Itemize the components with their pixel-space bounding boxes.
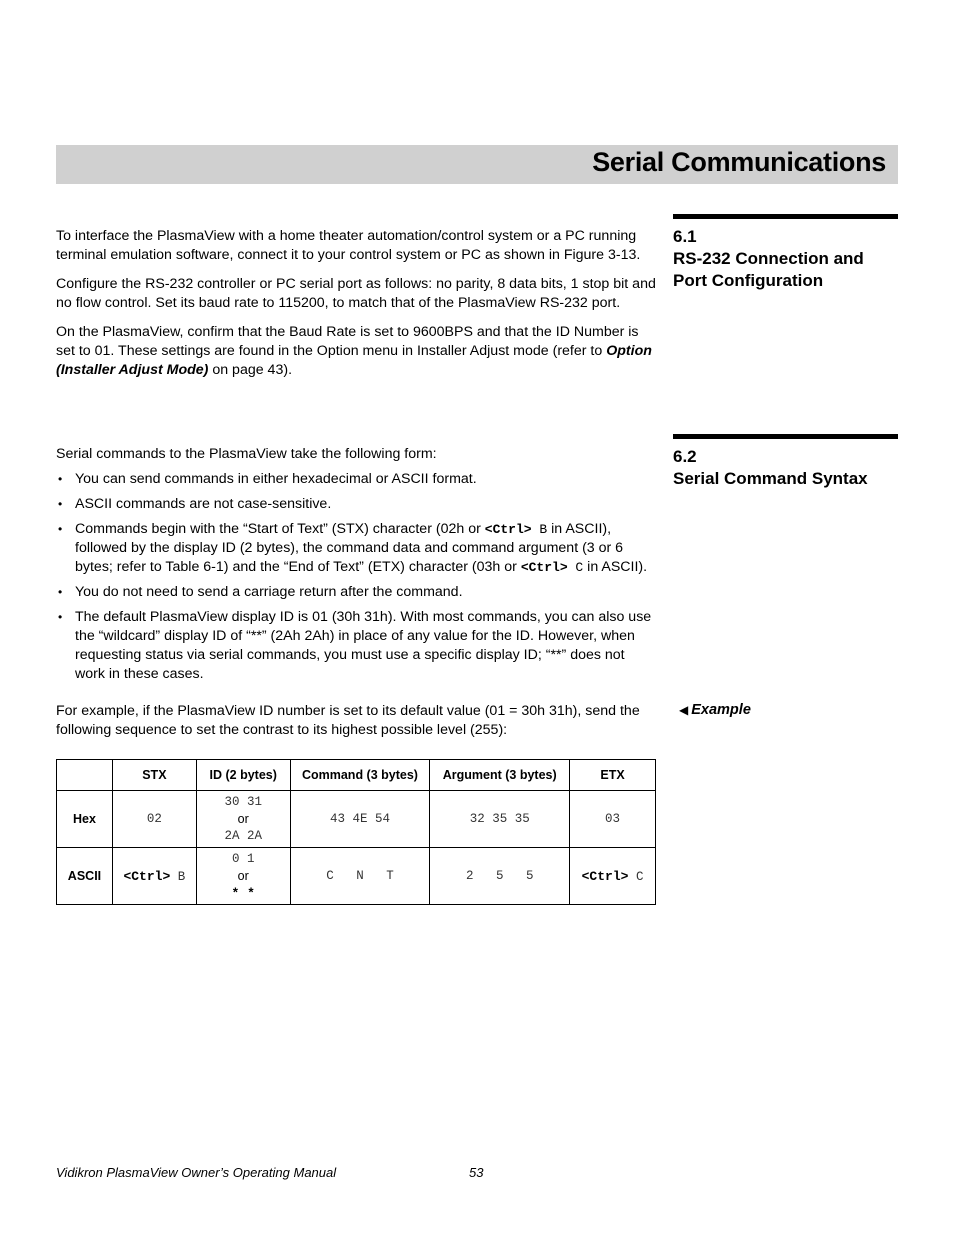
ctrl-key: <Ctrl>	[520, 560, 568, 575]
option-menu-reference: Option (Installer Adjust Mode)	[56, 343, 652, 378]
section-6-1-heading	[673, 214, 898, 292]
bullet-text: in ASCII).	[583, 559, 648, 575]
table-cell: 2 5 5	[430, 848, 570, 905]
example-label-text: Example	[691, 702, 751, 718]
table-cell	[112, 848, 196, 905]
table-header-cell: STX	[112, 760, 196, 791]
example-paragraph	[56, 702, 656, 740]
ctrl-key: <Ctrl>	[123, 868, 171, 884]
bullet-text: Commands begin with the “Start of Text” (STX) character (02h or	[75, 521, 485, 537]
table-cell: C N T	[290, 848, 430, 905]
table-header-cell: Argument (3 bytes)	[430, 760, 570, 791]
list-item: • You do not need to send a carriage return after the command.	[56, 583, 656, 602]
section-6-2-number: 6.2	[673, 447, 697, 466]
ctrl-key: <Ctrl>	[581, 868, 629, 884]
row-label: Hex	[57, 791, 113, 848]
or-label: or	[237, 868, 249, 883]
paragraph-confirm	[56, 323, 656, 380]
footer-manual-title: Vidikron PlasmaView Owner’s Operating Manual	[56, 1165, 337, 1180]
syntax-intro: Serial commands to the PlasmaView take the following form:	[56, 446, 437, 462]
id-value: * *	[231, 885, 255, 901]
ctrl-b-code	[485, 522, 547, 537]
table-cell: 43 4E 54	[290, 791, 430, 848]
section-6-2-title: Serial Command Syntax	[673, 469, 868, 488]
bullet-text: in ASCII), followed by the display ID (2 bytes), the command data and command argument (3 or 6 bytes; refer to Table 6-1) and the “End of Text” (ETX) character (03h or	[75, 521, 624, 575]
table-header-row	[57, 760, 656, 791]
ctrl-key: <Ctrl>	[484, 522, 532, 537]
table-header-cell: ETX	[570, 760, 656, 791]
paragraph-configure: Configure the RS-232 controller or PC serial port as follows: no parity, 8 data bits, 1 stop bit and no flow control. Set its baud rate to 115200, to match that of the PlasmaView RS-232 port.	[56, 276, 656, 311]
key-letter: B	[170, 869, 186, 884]
chapter-title: Serial Communications	[592, 147, 886, 177]
chapter-header-bar	[56, 145, 898, 184]
section-6-1-body	[56, 227, 656, 380]
paragraph-confirm-text: On the PlasmaView, confirm that the Baud Rate is set to 9600BPS and that the ID Number is set to 01. These settings are found in the Option menu in Installer Adjust mode (refer to	[56, 324, 639, 359]
or-label: or	[237, 811, 249, 826]
table-cell	[570, 848, 656, 905]
table-cell	[196, 791, 290, 848]
footer-page-number: 53	[469, 1165, 484, 1180]
table-row	[57, 848, 656, 905]
row-label: ASCII	[57, 848, 113, 905]
table-header-cell: Command (3 bytes)	[290, 760, 430, 791]
ctrl-c-code	[521, 560, 583, 575]
list-item: • You can send commands in either hexadecimal or ASCII format.	[56, 470, 656, 489]
table-cell: 03	[570, 791, 656, 848]
paragraph-interface: To interface the PlasmaView with a home theater automation/control system or a PC running terminal emulation software, connect it to your control system or PC as shown in Figure 3-13.	[56, 228, 641, 263]
example-label	[679, 702, 751, 718]
table-header-cell: ID (2 bytes)	[196, 760, 290, 791]
list-item: • The default PlasmaView display ID is 01 (30h 31h). With most commands, you can also use the “wildcard” display ID of “**” (2Ah 2Ah) in place of any value for the ID. However, when requesting status via serial commands, you must use a specific display ID; “**” does not work in these cases.	[56, 608, 656, 684]
left-arrow-icon: ◀	[679, 703, 689, 717]
paragraph-confirm-page: on page 43).	[208, 362, 293, 378]
key-letter: B	[531, 522, 548, 537]
id-value: 0 1	[231, 851, 255, 866]
syntax-bullet-list	[56, 470, 656, 684]
table-cell: 02	[112, 791, 196, 848]
list-item: • ASCII commands are not case-sensitive.	[56, 495, 656, 514]
command-example-table	[56, 759, 656, 905]
section-6-1-number: 6.1	[673, 227, 697, 246]
table-cell	[196, 848, 290, 905]
example-text: For example, if the PlasmaView ID number is set to its default value (01 = 30h 31h), send the following sequence to set the contrast to its highest possible level (255):	[56, 703, 640, 738]
table-row	[57, 791, 656, 848]
section-6-2-body	[56, 445, 656, 690]
key-letter: C	[628, 869, 644, 884]
section-6-2-heading	[673, 434, 898, 490]
list-item	[56, 520, 656, 577]
id-value: 2A 2A	[224, 828, 262, 843]
section-6-1-title: RS-232 Connection and Port Configuration	[673, 249, 864, 290]
table-cell: 32 35 35	[430, 791, 570, 848]
key-letter: C	[567, 560, 584, 575]
id-value: 30 31	[224, 794, 262, 809]
table-header-cell	[57, 760, 113, 791]
